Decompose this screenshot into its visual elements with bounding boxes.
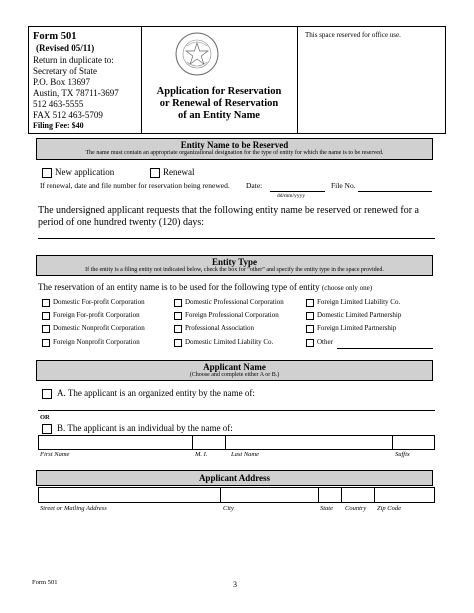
entity-type-label-8: Professional Association	[185, 324, 255, 332]
applicant-address-heading: Applicant Address	[198, 473, 271, 483]
suffix-caption: Suffix	[395, 451, 410, 458]
entity-type-checkbox-5[interactable]	[174, 312, 182, 320]
entity-name-field[interactable]	[38, 238, 435, 239]
entity-type-checkbox-9[interactable]	[306, 325, 314, 333]
entity-type-label-2: Domestic Professional Corporation	[185, 298, 284, 306]
filing-fee: Filing Fee: $40	[33, 121, 84, 130]
city-caption: City	[223, 505, 234, 512]
file-no-label: File No.	[331, 181, 356, 190]
entity-type-checkbox-4[interactable]	[42, 312, 50, 320]
revised-date: (Revised 05/11)	[36, 43, 95, 53]
reservation-request-text: The undersigned applicant requests that the following entity name be reserved or renewed for a period of one hundred twenty (120) days:	[38, 205, 419, 228]
entity-type-checkbox-3[interactable]	[306, 299, 314, 307]
applicant-address-banner	[36, 470, 433, 486]
return-line-2: Secretary of State	[33, 66, 97, 76]
date-label: Date:	[246, 181, 263, 190]
option-a-label: A. The applicant is an organized entity by the name of:	[57, 388, 255, 398]
applicant-name-banner	[36, 360, 433, 381]
renewal-note: If renewal, date and file number for reservation being renewed.	[40, 181, 230, 190]
office-use-note: This space reserved for office use.	[305, 31, 401, 39]
mi-caption: M. I.	[195, 451, 208, 458]
entity-name-subheading: The name must contain an appropriate organizational designation for the type of entity for which the name is to be reserved.	[85, 150, 384, 156]
entity-type-checkbox-10[interactable]	[42, 339, 50, 347]
option-b-checkbox[interactable]	[42, 424, 52, 434]
entity-name-heading: Entity Name to be Reserved	[180, 140, 289, 150]
state-field[interactable]	[319, 488, 340, 502]
file-no-field[interactable]	[358, 191, 432, 192]
page-number: 3	[233, 580, 237, 589]
or-label: OR	[40, 414, 50, 421]
state-caption: State	[320, 505, 333, 512]
country-caption: Country	[345, 505, 367, 512]
last-name-field[interactable]	[226, 436, 391, 449]
suffix-field[interactable]	[393, 436, 434, 449]
applicant-name-subheading: (Choose and complete either A or B.)	[189, 372, 280, 378]
entity-type-label-1: Domestic For-profit Corporation	[53, 298, 145, 306]
entity-type-label-7: Domestic Nonprofit Corporation	[53, 324, 145, 332]
return-line-3: P.O. Box 13697	[33, 77, 91, 87]
form-number: Form 501	[33, 31, 77, 42]
new-application-checkbox[interactable]	[42, 168, 52, 178]
return-line-1: Return in duplicate to:	[33, 55, 114, 65]
zip-code-field[interactable]	[375, 488, 434, 502]
entity-type-subheading: If the entity is a filing entity not indicated below, check the box for “other” and specify the entity type in the space provided.	[85, 267, 384, 273]
entity-type-intro-text: The reservation of an entity name is to be used for the following type of entity	[38, 282, 320, 292]
return-line-4: Austin, TX 78711-3697	[33, 88, 119, 98]
organization-name-field[interactable]	[38, 410, 435, 411]
form-title-line-2: or Renewal of Reservation	[159, 98, 279, 109]
option-b-label: B. The applicant is an individual by the name of:	[57, 423, 233, 433]
date-hint: dd/mm/yyyy	[277, 193, 306, 199]
entity-type-label-11: Domestic Limited Liability Co.	[185, 338, 274, 346]
new-application-label: New application	[55, 167, 115, 177]
city-field[interactable]	[221, 488, 317, 502]
applicant-name-heading: Applicant Name	[203, 362, 266, 372]
street-caption: Street or Mailing Address	[40, 505, 107, 512]
last-name-caption: Last Name	[231, 451, 259, 458]
entity-type-checkbox-8[interactable]	[174, 325, 182, 333]
entity-type-intro	[38, 282, 372, 292]
renewal-checkbox[interactable]	[150, 168, 160, 178]
state-seal	[175, 32, 219, 76]
return-line-5: 512 463-5555	[33, 99, 84, 109]
return-line-6: FAX 512 463-5709	[33, 110, 103, 120]
entity-type-checkbox-2[interactable]	[174, 299, 182, 307]
entity-type-label-10: Foreign Nonprofit Corporation	[53, 338, 140, 346]
first-name-field[interactable]	[39, 436, 191, 449]
footer-form-label: Form 501	[32, 579, 58, 586]
middle-initial-field[interactable]	[193, 436, 224, 449]
entity-type-checkbox-7[interactable]	[42, 325, 50, 333]
other-entity-type-field[interactable]	[337, 348, 433, 349]
entity-type-label-6: Domestic Limited Partnership	[317, 311, 402, 319]
country-field[interactable]	[342, 488, 373, 502]
entity-type-banner	[36, 255, 433, 276]
entity-type-label-9: Foreign Limited Partnership	[317, 324, 397, 332]
entity-type-label-4: Foreign For-profit Corporation	[53, 311, 140, 319]
option-a-checkbox[interactable]	[42, 389, 52, 399]
form-title-line-1: Application for Reservation	[156, 86, 282, 97]
entity-type-checkbox-11[interactable]	[174, 339, 182, 347]
form-title-line-3: of an Entity Name	[178, 110, 260, 121]
entity-type-label-12: Other	[317, 338, 333, 346]
entity-name-banner	[36, 138, 433, 160]
entity-type-heading: Entity Type	[212, 257, 257, 267]
zip-code-caption: Zip Code	[377, 505, 402, 512]
entity-type-intro-note: (choose only one)	[321, 284, 373, 292]
header-divider-right	[297, 26, 298, 134]
entity-type-checkbox-12[interactable]	[306, 339, 314, 347]
entity-type-label-5: Foreign Professional Corporation	[185, 311, 279, 319]
renewal-label: Renewal	[163, 167, 195, 177]
entity-type-label-3: Foreign Limited Liability Co.	[317, 298, 401, 306]
first-name-caption: First Name	[40, 451, 70, 458]
entity-type-checkbox-6[interactable]	[306, 312, 314, 320]
street-address-field[interactable]	[39, 488, 219, 502]
date-field[interactable]	[270, 191, 325, 192]
entity-type-checkbox-1[interactable]	[42, 299, 50, 307]
